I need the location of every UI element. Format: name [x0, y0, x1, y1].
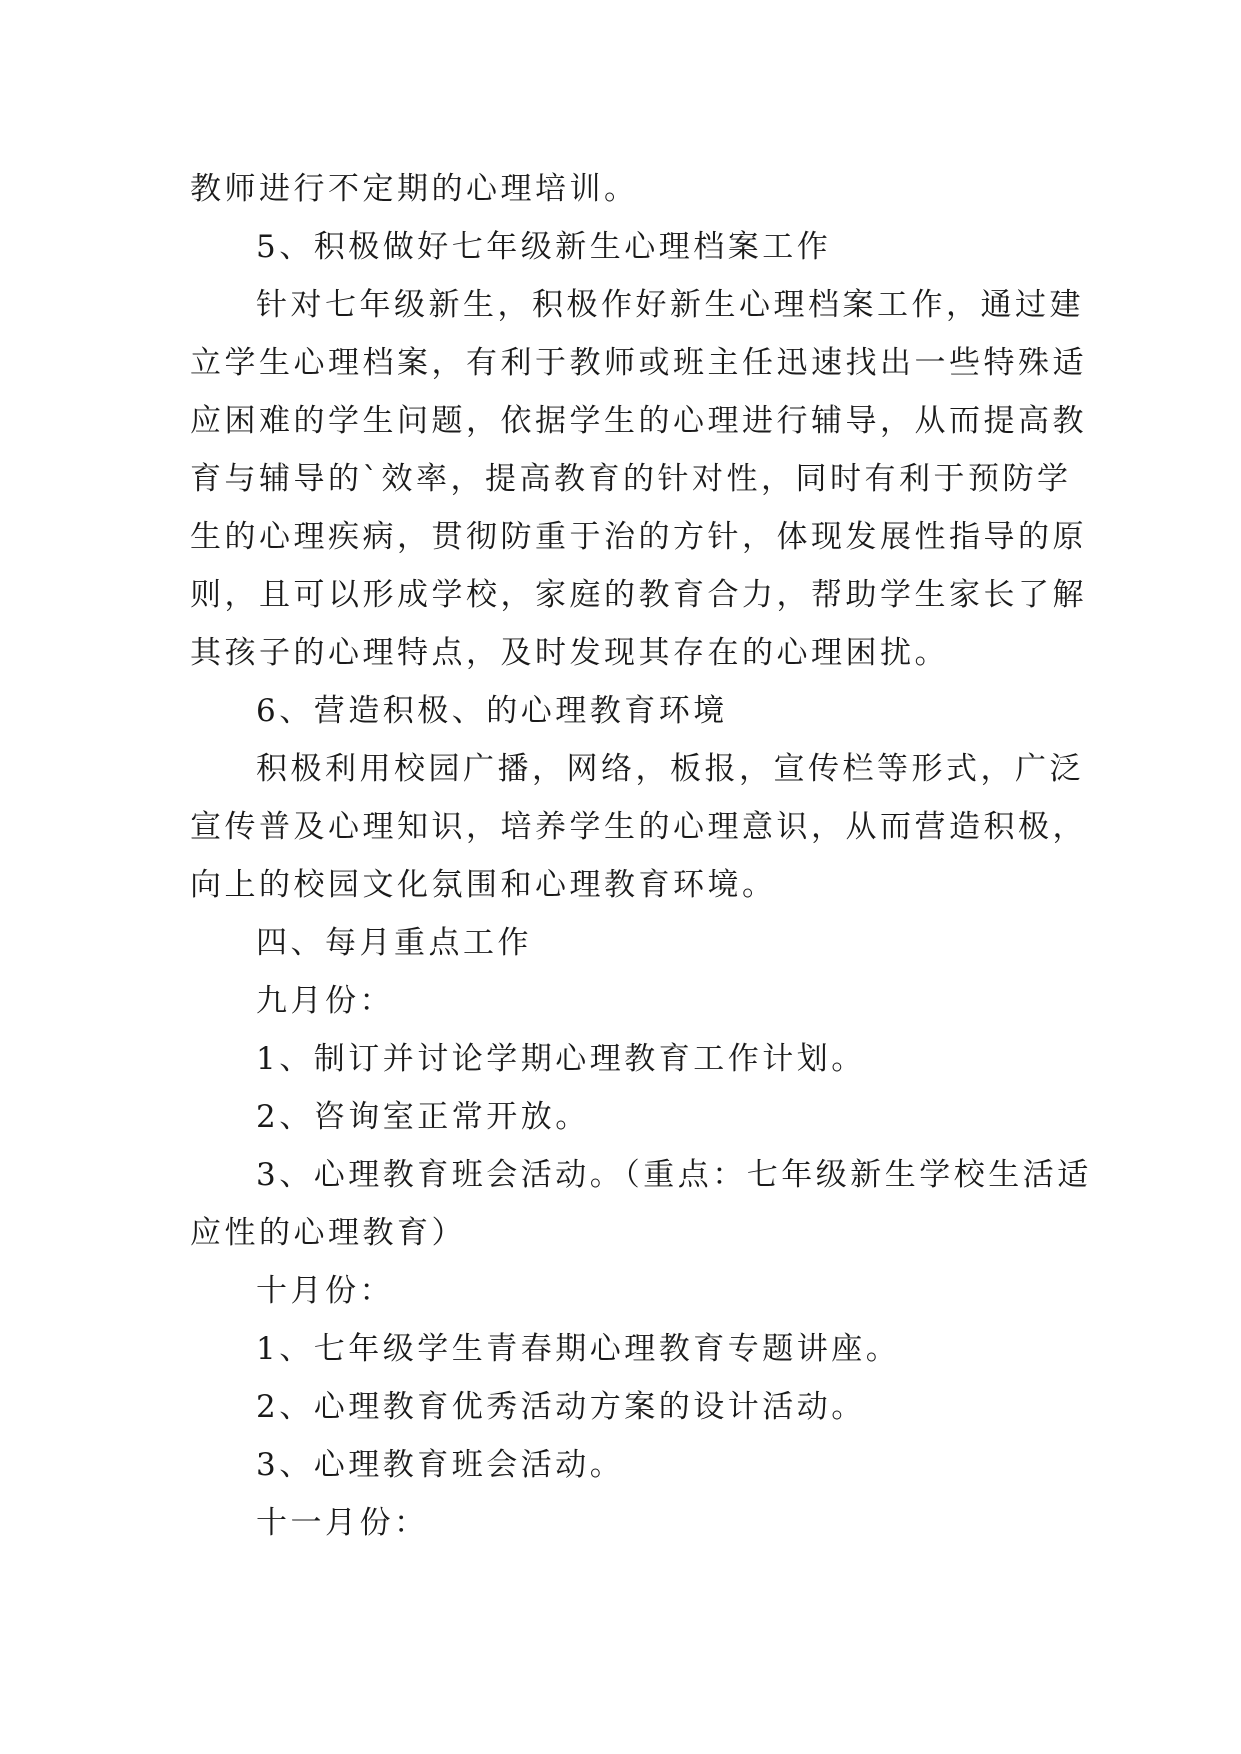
month-heading: 九月份：	[256, 983, 394, 1019]
section-heading: 5、积极做好七年级新生心理档案工作	[256, 229, 832, 265]
text-line: 宣传普及心理知识，培养学生的心理意识，从而营造积极，	[190, 809, 1087, 845]
list-item: 2、咨询室正常开放。	[256, 1099, 590, 1135]
text-line: 应困难的学生问题，依据学生的心理进行辅导，从而提高教	[190, 403, 1087, 439]
document-body	[190, 160, 1092, 1552]
text-line: 教师进行不定期的心理培训。	[190, 171, 639, 207]
list-item: 3、心理教育班会活动。（重点：七年级新生学校生活适	[256, 1157, 1092, 1193]
text-line: 立学生心理档案，有利于教师或班主任迅速找出一些特殊适	[190, 345, 1087, 381]
month-heading: 十月份：	[256, 1273, 394, 1309]
text-line: 其孩子的心理特点，及时发现其存在的心理困扰。	[190, 635, 949, 671]
section-heading: 四、每月重点工作	[256, 925, 532, 961]
list-item: 3、心理教育班会活动。	[256, 1447, 625, 1483]
text-line: 则，且可以形成学校，家庭的教育合力，帮助学生家长了解	[190, 577, 1087, 613]
list-item: 1、制订并讨论学期心理教育工作计划。	[256, 1041, 866, 1077]
list-item: 2、心理教育优秀活动方案的设计活动。	[256, 1389, 866, 1425]
text-line: 生的心理疾病，贯彻防重于治的方针，体现发展性指导的原	[190, 519, 1087, 555]
section-heading: 6、营造积极、的心理教育环境	[256, 693, 728, 729]
text-line: 针对七年级新生，积极作好新生心理档案工作，通过建	[256, 287, 1084, 323]
text-line: 积极利用校园广播，网络，板报，宣传栏等形式，广泛	[256, 751, 1084, 787]
month-heading: 十一月份：	[256, 1505, 429, 1541]
list-item: 1、七年级学生青春期心理教育专题讲座。	[256, 1331, 901, 1367]
text-line: 育与辅导的`效率，提高教育的针对性，同时有利于预防学	[190, 461, 1072, 497]
text-line: 应性的心理教育）	[190, 1215, 466, 1251]
text-line: 向上的校园文化氛围和心理教育环境。	[190, 867, 777, 903]
